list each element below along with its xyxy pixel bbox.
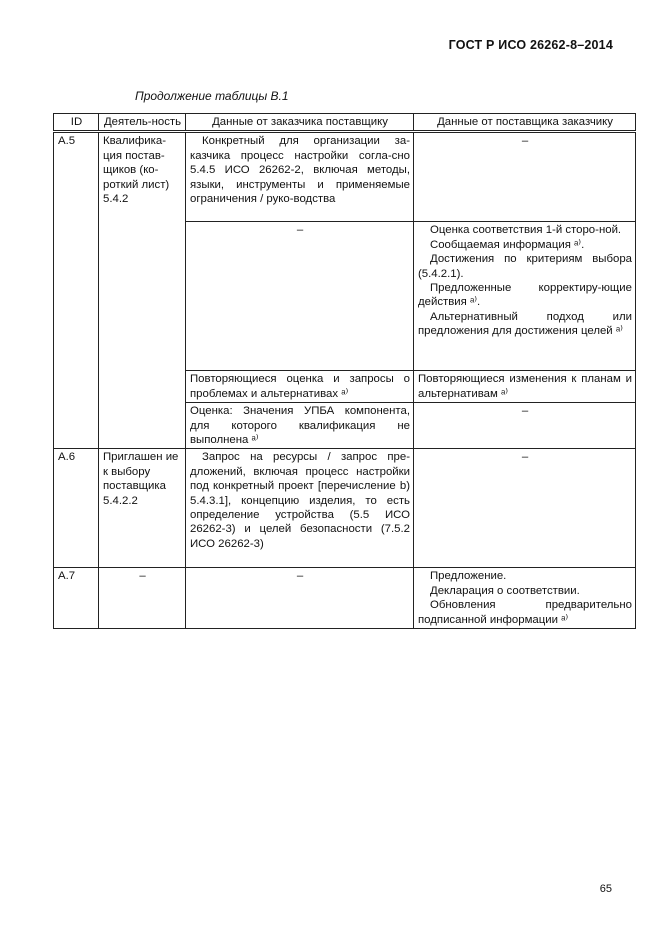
table-caption: Продолжение таблицы В.1 — [135, 89, 289, 103]
row-activity: – — [99, 568, 186, 629]
cell-supplier-data — [414, 568, 636, 629]
table-header-row — [54, 114, 636, 132]
cell-line: Сообщаемая информация ᵃ⁾. — [430, 238, 585, 251]
table-row — [54, 568, 636, 629]
cell-line: Достижения по критериям выбора (5.4.2.1). — [418, 253, 632, 280]
cell-customer-data: Конкретный для организации за-казчика процесс настройки согла-сно 5.4.5 ИСО 26262-2, включая методы, языки, инструменты и применяемые ограничения / руко-водства — [186, 132, 414, 222]
cell-line: Предложенные корректиру-ющие действия ᵃ⁾. — [418, 282, 632, 309]
cell-customer-data: Оценка: Значения УПБА компонента, для которого квалификация не выполнена ᵃ⁾ — [186, 403, 414, 449]
row-activity: Приглашен ие к выбору поставщика 5.4.2.2 — [99, 449, 186, 568]
cell-line: Декларация о соответствии. — [430, 584, 580, 597]
cell-customer-data: Запрос на ресурсы / запрос пре-дложений, включая процесс настройки под конкретный проект [перечисление b) 5.4.3.1], концепцию изделия, то есть определение устройства (5.5 ИСО 26262-3) и целей безопасности (7.5.2 ИСО 26262-3) — [186, 449, 414, 568]
cell-line: Альтернативный подход или предложения для достижения целей ᵃ⁾ — [418, 310, 632, 338]
row-id: А.5 — [54, 132, 99, 449]
row-id: А.7 — [54, 568, 99, 629]
column-header-activity: Деятель-ность — [99, 114, 186, 132]
row-id: А.6 — [54, 449, 99, 568]
requirements-table — [53, 113, 636, 629]
cell-line: Обновления предварительно подписанной информации ᵃ⁾ — [418, 599, 632, 626]
cell-customer-data: – — [186, 568, 414, 629]
table-row — [54, 449, 636, 568]
document-code: ГОСТ Р ИСО 26262-8–2014 — [448, 38, 613, 52]
cell-line: Предложение. — [430, 570, 507, 583]
cell-customer-data: – — [186, 222, 414, 371]
column-header-supplier-to-customer: Данные от поставщика заказчику — [414, 114, 636, 132]
table-row — [54, 132, 636, 222]
row-activity: Квалифика-ция постав-щиков (ко-роткий лист) 5.4.2 — [99, 132, 186, 449]
column-header-id: ID — [54, 114, 99, 132]
cell-supplier-data: – — [414, 132, 636, 222]
cell-supplier-data: – — [414, 403, 636, 449]
cell-supplier-data: – — [414, 449, 636, 568]
cell-customer-data: Повторяющиеся оценка и запросы о проблемах и альтернативах ᵃ⁾ — [186, 371, 414, 403]
cell-line: Оценка соответствия 1-й сторо-ной. — [430, 224, 622, 237]
column-header-customer-to-supplier: Данные от заказчика поставщику — [186, 114, 414, 132]
cell-supplier-data — [414, 222, 636, 371]
cell-supplier-data: Повторяющиеся изменения к планам и альтернативам ᵃ⁾ — [414, 371, 636, 403]
page-number: 65 — [599, 883, 612, 895]
